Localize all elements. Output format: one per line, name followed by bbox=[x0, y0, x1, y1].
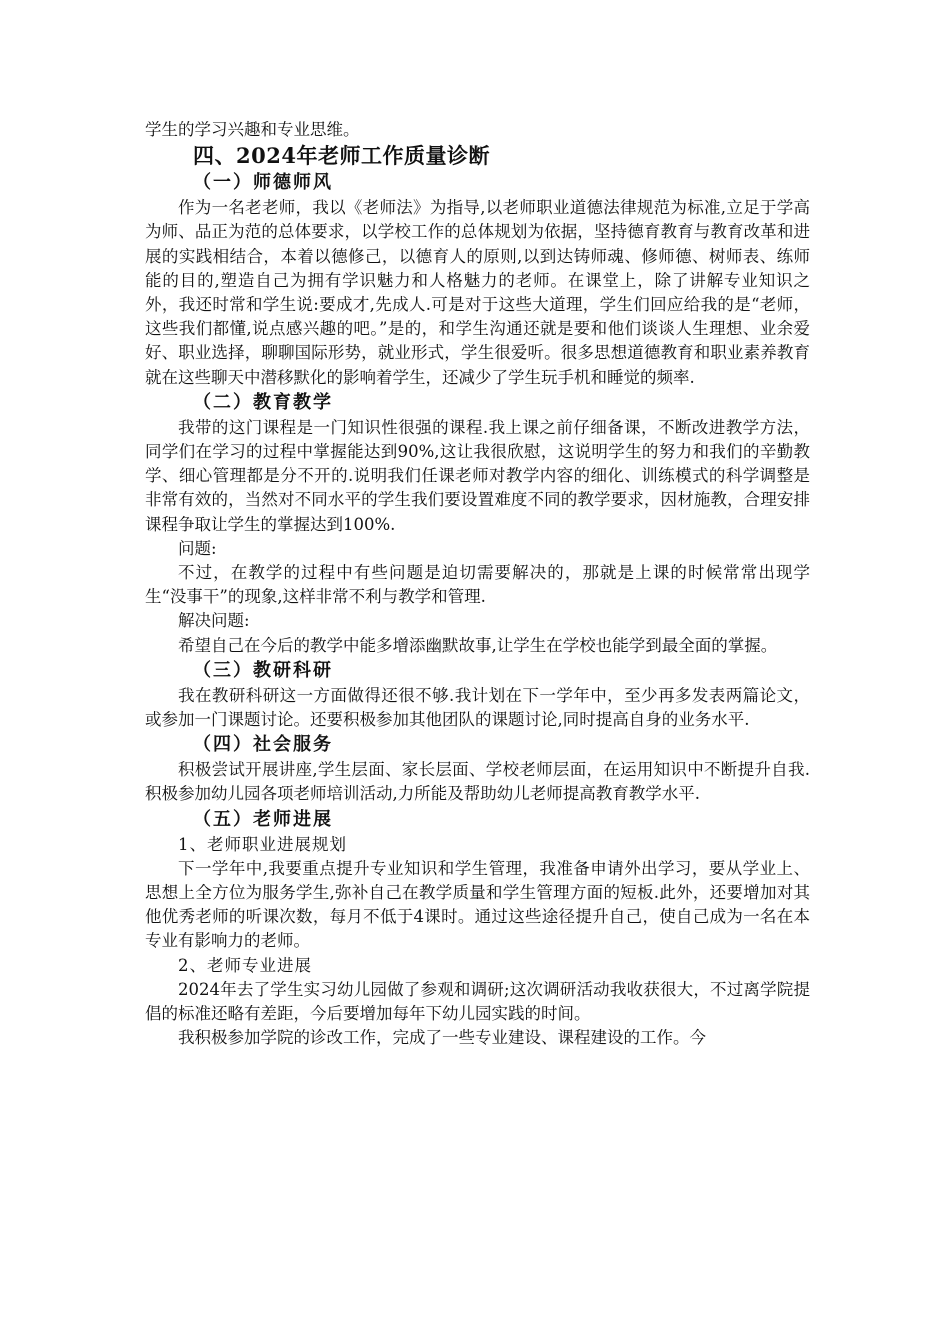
paragraph: 下一学年中,我要重点提升专业知识和学生管理，我准备申请外出学习，要从学业上、思想上全方位为服务学生,弥补自己在教学质量和学生管理方面的短板.此外，还要增加对其他优秀老师的听课次数，每月不低于4课时。通过这些途径提升自己，使自己成为一名在本专业有影响力的老师。 bbox=[145, 858, 810, 951]
paragraph: 我带的这门课程是一门知识性很强的课程.我上课之前仔细备课，不断改进教学方法，同学们在学习的过程中掌握能达到90%,这让我很欣慰，这说明学生的努力和我们的辛勤教学、细心管理都是分不开的.说明我们任课老师对教学内容的细化、训练模式的科学调整是非常有效的，当然对不同水平的学生我们要设置难度不同的教学要求，因材施教，合理安排课程争取让学生的掌握达到100%. bbox=[145, 417, 810, 534]
paragraph: 解决问题: bbox=[178, 611, 250, 631]
paragraph: 作为一名老老师，我以《老师法》为指导,以老师职业道德法律规范为标准,立足于学高为师、品正为范的总体要求，以学校工作的总体规划为依据，坚持德育教育与教育改革和进展的实践相结合，本着以德修己，以德育人的原则,以到达铸师魂、修师德、树师表、练师能的目的,塑造自己为拥有学识魅力和人格魅力的老师。在课堂上，除了讲解专业知识之外，我还时常和学生说:要成才,先成人.可是对于这些大道理，学生们回应给我的是“老师，这些我们都懂,说点感兴趣的吧。”是的，和学生沟通还就是要和他们谈谈人生理想、业余爱好、职业选择，聊聊国际形势，就业形式，学生很爱听。很多思想道德教育和职业素养教育就在这些聊天中潜移默化的影响着学生，还减少了学生玩手机和睡觉的频率. bbox=[145, 198, 810, 387]
paragraph: 积极尝试开展讲座,学生层面、家长层面、学校老师层面，在运用知识中不断提升自我.积极参加幼儿园各项老师培训活动,力所能及帮助幼儿老师提高教育教学水平. bbox=[145, 760, 810, 804]
paragraph: 不过，在教学的过程中有些问题是迫切需要解决的，那就是上课的时候常常出现学生“没事干”的现象,这样非常不利与教学和管理. bbox=[145, 563, 810, 607]
subsection-heading: （三）教研科研 bbox=[193, 659, 333, 681]
section-heading: 四、2024年老师工作质量诊断 bbox=[193, 143, 490, 169]
paragraph: 我积极参加学院的诊改工作，完成了一些专业建设、课程建设的工作。今 bbox=[178, 1028, 706, 1048]
paragraph: 2024年去了学生实习幼儿园做了参观和调研;这次调研活动我收获很大，不过离学院提倡的标准还略有差距，今后要增加每年下幼儿园实践的时间。 bbox=[145, 979, 810, 1024]
document-page bbox=[145, 118, 810, 1051]
item-heading: 1、老师职业进展规划 bbox=[178, 834, 347, 854]
subsection-heading: （一）师德师风 bbox=[193, 172, 333, 194]
paragraph: 学生的学习兴趣和专业思维。 bbox=[145, 120, 360, 139]
paragraph: 希望自己在今后的教学中能多增添幽默故事,让学生在学校也能学到最全面的掌握。 bbox=[178, 635, 778, 655]
subsection-heading: （五）老师进展 bbox=[193, 808, 333, 830]
item-heading: 2、老师专业进展 bbox=[178, 955, 312, 975]
paragraph: 问题: bbox=[178, 538, 217, 558]
subsection-heading: （二）教育教学 bbox=[193, 391, 333, 413]
paragraph: 我在教研科研这一方面做得还很不够.我计划在下一学年中，至少再多发表两篇论文，或参加一门课题讨论。还要积极参加其他团队的课题讨论,同时提高自身的业务水平. bbox=[145, 685, 810, 730]
subsection-heading: （四）社会服务 bbox=[193, 734, 333, 756]
